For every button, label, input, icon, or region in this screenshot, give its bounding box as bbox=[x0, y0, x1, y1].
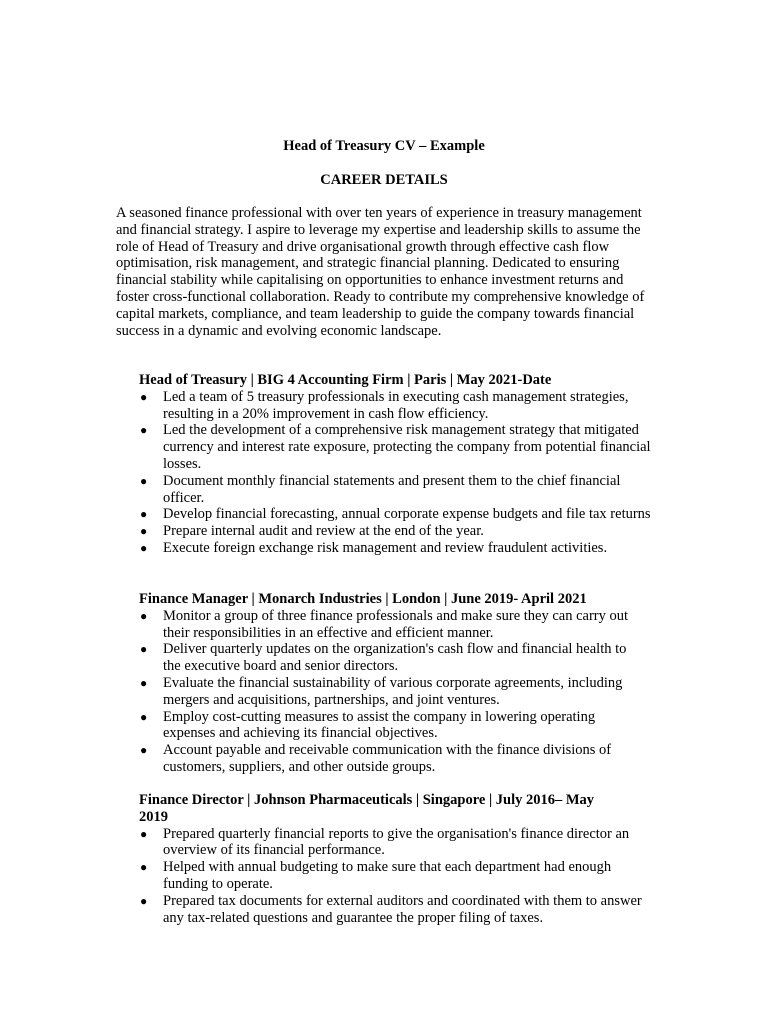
job-bullet bbox=[139, 826, 644, 860]
job-bullet-text: Prepared tax documents for external auditors and coordinated with them to answer any tax-related questions and guarantee the proper filing of taxes. bbox=[163, 892, 642, 926]
career-summary: A seasoned finance professional with over ten years of experience in treasury management and financial strategy. I aspire to leverage my expertise and leadership skills to assume the role of Head of Treasury and drive organisational growth through effective cash flow optimisation, risk management, and strategic financial planning. Dedicated to ensuring financial stability while capitalising on opportunities to enhance investment returns and foster cross-functional collaboration. Ready to contribute my comprehensive knowledge of capital markets, compliance, and team leadership to guide the company towards financial success in a dynamic and evolving economic landscape. bbox=[116, 205, 645, 339]
section-title: CAREER DETAILS bbox=[320, 172, 448, 188]
bullet-icon: ● bbox=[140, 507, 148, 522]
job-bullet-text: Monitor a group of three finance professionals and make sure they can carry out their responsibilities in an effective and efficient manner. bbox=[163, 607, 629, 641]
job-bullet-text: Account payable and receivable communication with the finance divisions of customers, suppliers, and other outside groups. bbox=[163, 742, 612, 775]
job-bullet-text: Helped with annual budgeting to make sure that each department had enough funding to operate. bbox=[163, 859, 612, 892]
job-heading: Finance Director | Johnson Pharmaceuticals | Singapore | July 2016– May 2019 bbox=[139, 792, 595, 825]
job-bullet-text: Deliver quarterly updates on the organization's cash flow and financial health to the executive board and senior directors. bbox=[163, 641, 627, 675]
job-bullet bbox=[139, 709, 644, 743]
job-bullet-text: Led the development of a comprehensive risk management strategy that mitigated currency and interest rate exposure, protecting the company from potential financial losses. bbox=[163, 422, 651, 472]
job-bullet bbox=[139, 389, 654, 423]
job-heading: Head of Treasury | BIG 4 Accounting Firm | Paris | May 2021-Date bbox=[139, 372, 552, 388]
bullet-icon: ● bbox=[140, 642, 148, 657]
bullet-icon: ● bbox=[140, 675, 148, 690]
job-bullet-list bbox=[139, 389, 654, 557]
bullet-icon: ● bbox=[140, 423, 148, 438]
job-bullet bbox=[139, 473, 654, 507]
job-entry-finance-director bbox=[139, 792, 644, 926]
job-bullet bbox=[139, 893, 644, 927]
job-bullet-text: Prepared quarterly financial reports to give the organisation's finance director an overview of its financial performance. bbox=[163, 825, 630, 859]
job-bullet bbox=[139, 742, 644, 776]
job-bullet-text: Execute foreign exchange risk management and review fraudulent activities. bbox=[163, 539, 608, 556]
job-bullet bbox=[139, 540, 654, 557]
job-bullet-text: Document monthly financial statements and present them to the chief financial officer. bbox=[163, 472, 621, 506]
bullet-icon: ● bbox=[140, 860, 148, 875]
bullet-icon: ● bbox=[140, 473, 148, 488]
bullet-icon: ● bbox=[140, 389, 148, 404]
bullet-icon: ● bbox=[140, 893, 148, 908]
job-bullet-text: Evaluate the financial sustainability of various corporate agreements, including mergers and acquisitions, partnerships, and joint ventures. bbox=[163, 674, 623, 708]
job-bullet-list bbox=[139, 826, 644, 927]
bullet-icon: ● bbox=[140, 540, 148, 555]
job-entry-finance-manager bbox=[139, 591, 644, 776]
bullet-icon: ● bbox=[140, 608, 148, 623]
bullet-icon: ● bbox=[140, 826, 148, 841]
job-bullet bbox=[139, 859, 644, 893]
job-bullet-text: Led a team of 5 treasury professionals in executing cash management strategies, resulting in a 20% improvement in cash flow efficiency. bbox=[163, 388, 629, 422]
job-entry-head-of-treasury bbox=[139, 372, 654, 557]
job-bullet-text: Prepare internal audit and review at the end of the year. bbox=[163, 523, 484, 540]
job-bullet bbox=[139, 641, 644, 675]
bullet-icon: ● bbox=[140, 709, 148, 724]
bullet-icon: ● bbox=[140, 524, 148, 539]
job-bullet bbox=[139, 675, 644, 709]
job-bullet-text: Develop financial forecasting, annual corporate expense budgets and file tax returns bbox=[163, 506, 651, 523]
job-bullet bbox=[139, 506, 654, 523]
bullet-icon: ● bbox=[140, 743, 148, 758]
job-heading: Finance Manager | Monarch Industries | London | June 2019- April 2021 bbox=[139, 591, 587, 607]
job-bullet bbox=[139, 422, 654, 472]
job-bullet-list bbox=[139, 608, 644, 776]
document-title: Head of Treasury CV – Example bbox=[283, 138, 485, 154]
job-bullet bbox=[139, 608, 644, 642]
job-bullet bbox=[139, 523, 654, 540]
job-bullet-text: Employ cost-cutting measures to assist the company in lowering operating expenses and achieving its financial objectives. bbox=[163, 708, 596, 742]
